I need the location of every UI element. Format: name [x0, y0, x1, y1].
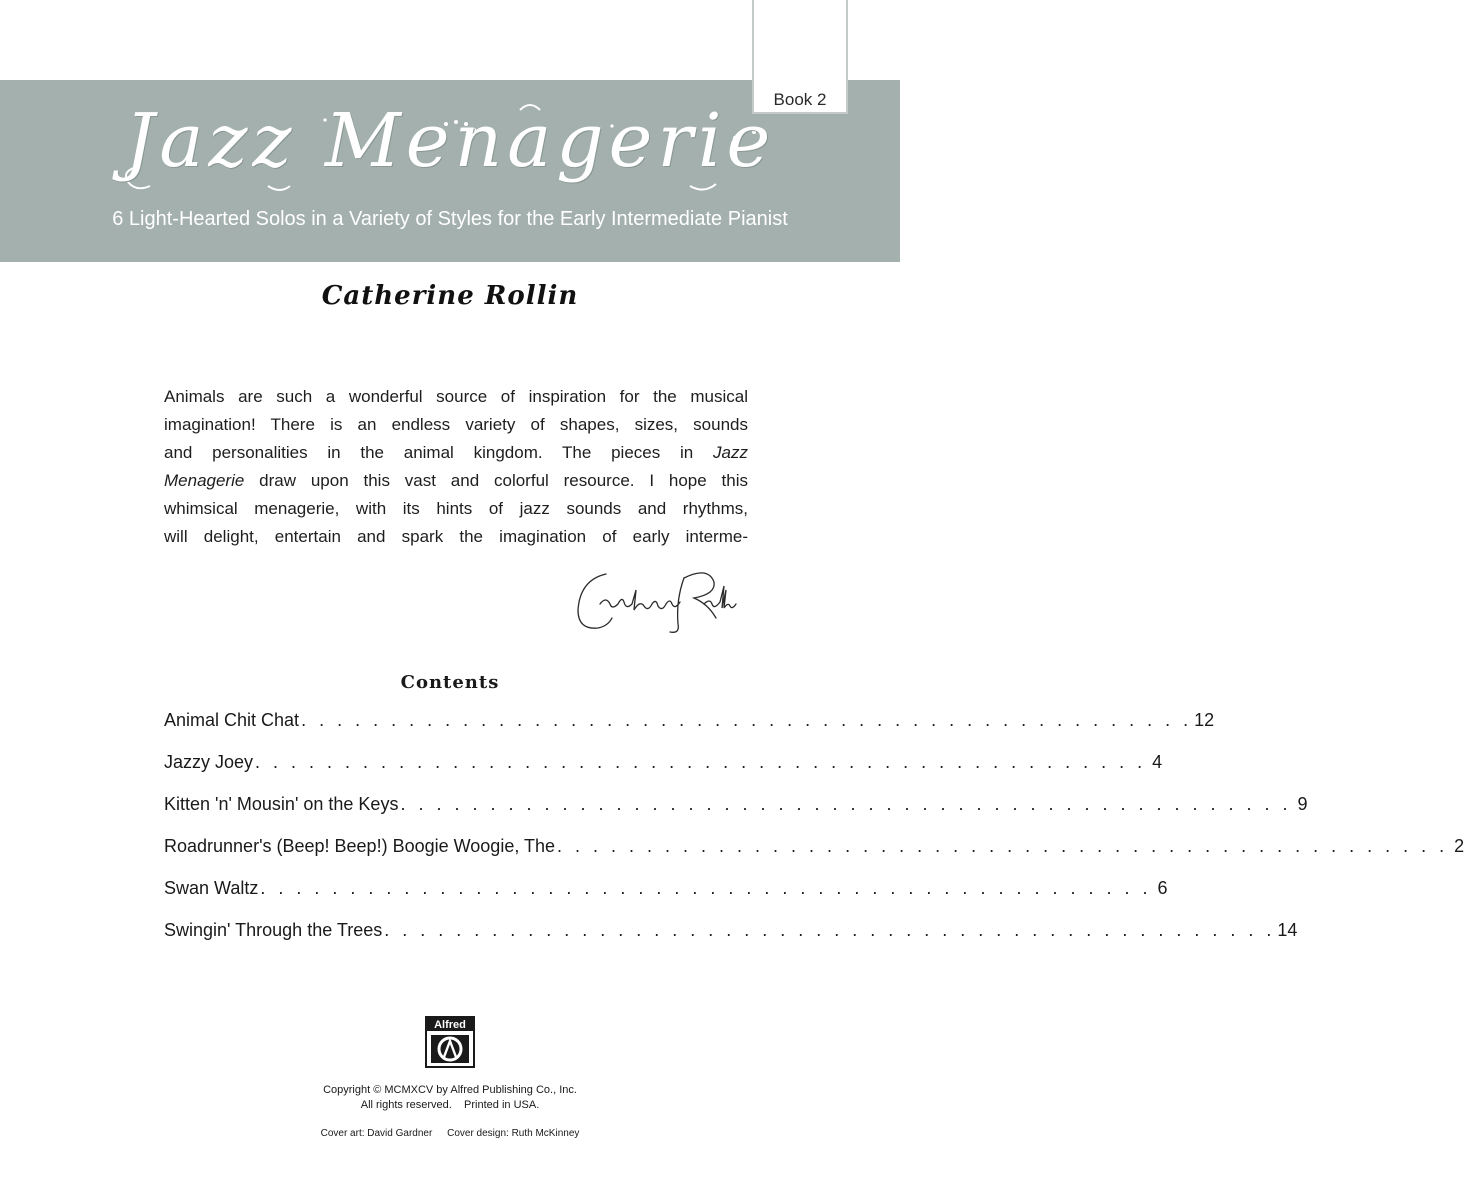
toc-page: 2 [1454, 836, 1464, 856]
toc-entry [164, 920, 1298, 962]
contents-heading: Contents [400, 672, 500, 693]
toc-entry [164, 752, 1163, 794]
intro-line: will delight, entertain and spark the imagination of early interme- [164, 527, 748, 546]
toc-entry [164, 836, 1464, 878]
toc-entry [164, 794, 1308, 836]
toc-leader: . . . . . . . . . . . . . . . . . . . . . . . . . . . . . . . . . . . . . . . . . . . . . . . . . . [384, 920, 1276, 940]
toc-title: Roadrunner's (Beep! Beep!) Boogie Woogie, The [164, 836, 556, 856]
toc-leader: . . . . . . . . . . . . . . . . . . . . . . . . . . . . . . . . . . . . . . . . . . . . . . . . . . [301, 710, 1193, 730]
intro-line: Animals are such a wonderful source of inspiration for the musical [164, 387, 748, 406]
author-name: Catherine Rollin [321, 281, 579, 311]
toc-title: Jazzy Joey [164, 752, 254, 772]
toc-leader: . . . . . . . . . . . . . . . . . . . . . . . . . . . . . . . . . . . . . . . . . . . . . . . . . . [260, 878, 1152, 898]
toc-entry [164, 710, 1215, 752]
intro-italic: Jazz [713, 443, 748, 462]
toc-entry [164, 878, 1168, 920]
toc-leader: . . . . . . . . . . . . . . . . . . . . . . . . . . . . . . . . . . . . . . . . . . . . . . . . . . [557, 836, 1449, 856]
intro-text: and personalities in the animal kingdom. The pieces in [164, 443, 694, 462]
intro-line [164, 467, 748, 495]
book-title: Jazz Menagerie [124, 98, 776, 184]
logo-text: Alfred [434, 1019, 466, 1031]
toc-page: 12 [1194, 710, 1215, 730]
toc-page: 4 [1152, 752, 1163, 772]
copyright-block [0, 1083, 900, 1113]
cover-design-credit: Cover design: Ruth McKinney [447, 1128, 580, 1139]
toc-page: 6 [1157, 878, 1168, 898]
toc-title: Animal Chit Chat [164, 710, 300, 730]
intro-line [164, 439, 748, 467]
credits-line [0, 1128, 900, 1139]
table-of-contents [164, 710, 1464, 962]
toc-page: 9 [1297, 794, 1308, 814]
signature-icon [572, 560, 748, 636]
toc-page: 14 [1277, 920, 1298, 940]
book-label: Book 2 [773, 90, 827, 109]
toc-leader: . . . . . . . . . . . . . . . . . . . . . . . . . . . . . . . . . . . . . . . . . . . . . . . . . . [255, 752, 1147, 772]
intro-italic: Menagerie [164, 471, 245, 490]
toc-title: Kitten 'n' Mousin' on the Keys [164, 794, 399, 814]
toc-title: Swingin' Through the Trees [164, 920, 383, 940]
intro-line: imagination! There is an endless variety of shapes, sizes, sounds [164, 415, 748, 434]
cover-art-credit: Cover art: David Gardner [320, 1128, 433, 1139]
rights-text: All rights reserved. Printed in USA. [360, 1099, 540, 1111]
toc-leader: . . . . . . . . . . . . . . . . . . . . . . . . . . . . . . . . . . . . . . . . . . . . . . . . . . [400, 794, 1292, 814]
toc-title: Swan Waltz [164, 878, 259, 898]
alfred-logo-icon [425, 1016, 475, 1068]
copyright-text: Copyright © MCMXCV by Alfred Publishing Co., Inc. [323, 1084, 577, 1096]
intro-line: whimsical menagerie, with its hints of jazz sounds and rhythms, [164, 499, 748, 518]
intro-paragraph [164, 383, 748, 551]
intro-text: draw upon this vast and colorful resource. I hope this [259, 471, 748, 490]
book-subtitle: 6 Light-Hearted Solos in a Variety of Styles for the Early Intermediate Pianist [112, 208, 788, 230]
